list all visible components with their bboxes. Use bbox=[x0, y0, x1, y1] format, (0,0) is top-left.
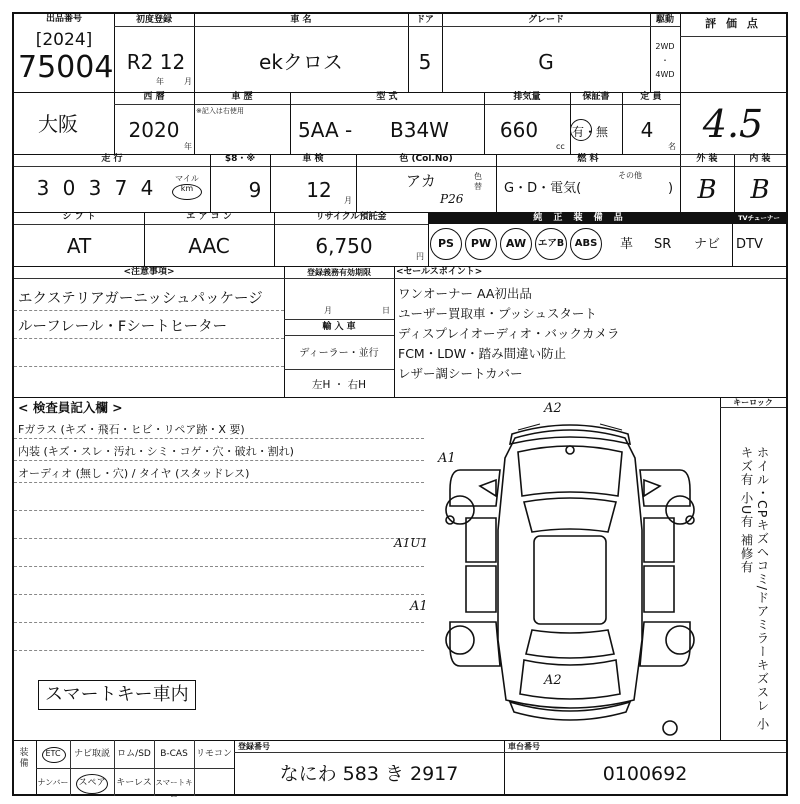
auction-sheet bbox=[12, 12, 788, 801]
model-code: B34W bbox=[390, 118, 449, 142]
displacement: 660 bbox=[499, 118, 539, 142]
fuel-label: 燃 料 bbox=[577, 154, 599, 164]
handwritten-note: スマートキー車内 bbox=[38, 680, 196, 710]
fuel: G・D・電気( bbox=[504, 181, 582, 196]
interior-grade: B bbox=[750, 175, 770, 205]
auction-year: [2024] bbox=[35, 30, 93, 50]
warranty: 有・無 bbox=[572, 125, 609, 139]
seats-unit: 名 bbox=[668, 142, 676, 151]
import-type: ディーラー・並行 bbox=[299, 348, 379, 359]
seireki-label: 西 暦 bbox=[143, 92, 165, 102]
footer-equip-label: 装備 bbox=[19, 748, 29, 769]
shaken-unit: 月 bbox=[344, 196, 352, 205]
sales-line: FCM・LDW・踏み間違い防止 bbox=[398, 346, 567, 361]
equip-abs: ABS bbox=[570, 228, 602, 260]
reg-month: 月 bbox=[324, 306, 332, 315]
color-change: 色替 bbox=[474, 172, 482, 191]
exterior-label: 外 装 bbox=[696, 154, 718, 164]
tv-tuner: DTV bbox=[736, 237, 763, 252]
opt-smartkey: スマートキー bbox=[155, 778, 193, 801]
lot-label: 出品番号 bbox=[45, 14, 82, 24]
reki-label: 車 歴 bbox=[231, 92, 253, 102]
damage-mark-front: A2 bbox=[544, 401, 562, 416]
drive-label: 駆動 bbox=[655, 15, 674, 25]
km-circle bbox=[172, 184, 202, 200]
opt-plate: ナンバー bbox=[37, 778, 69, 787]
opt-etc-circle bbox=[42, 747, 66, 763]
mileage-digit: 4 bbox=[140, 176, 154, 200]
seats: 4 bbox=[640, 118, 654, 142]
opt-navi-manual: ナビ取説 bbox=[73, 749, 110, 759]
inspection-line: Fガラス (キズ・飛石・ヒビ・リペア跡・X 要) bbox=[18, 423, 245, 436]
dollar-label: $8・※ bbox=[224, 154, 256, 164]
mileage-unit: マイル km bbox=[175, 174, 199, 193]
damage-mark-fender: A1 bbox=[438, 451, 456, 466]
seireki-nen: 年 bbox=[184, 142, 192, 151]
warranty-circle bbox=[570, 119, 592, 141]
sales-label: <セールスポイント> bbox=[396, 267, 483, 277]
aircon-label: エ ア コ ン bbox=[186, 212, 232, 222]
side-damage-note: ホイル・CPキズヘコミ/ドアミラーキズスレ 小キズ有 小U有 補修有 bbox=[739, 446, 770, 731]
door-label: ドア bbox=[416, 15, 434, 25]
plate-label: 登録番号 bbox=[238, 742, 270, 751]
exterior-grade: B bbox=[697, 175, 717, 205]
sales-line: ユーザー買取車・プッシュスタート bbox=[398, 306, 597, 321]
keylock-label: キーロック bbox=[733, 398, 773, 407]
first-registration: R2 12 bbox=[126, 50, 186, 74]
sales-line: レザー調シートカバー bbox=[398, 366, 523, 381]
inspection-title: < 検査員記入欄 > bbox=[18, 400, 123, 415]
shaken-label: 車 検 bbox=[302, 154, 324, 164]
opt-spare-circle bbox=[76, 774, 108, 794]
recycle-deposit: 6,750 bbox=[315, 234, 373, 258]
fuel-close: ) bbox=[668, 181, 674, 196]
shaken-year: 9 bbox=[248, 178, 262, 202]
import-label: 輸 入 車 bbox=[322, 322, 356, 332]
color: アカ bbox=[406, 172, 436, 190]
shaken-month: 12 bbox=[306, 178, 332, 202]
chassis-number: 0100692 bbox=[602, 763, 688, 785]
mileage-digit: 3 bbox=[36, 176, 50, 200]
reki-note: ※記入は右使用 bbox=[196, 107, 244, 115]
grade-label: グレード bbox=[527, 15, 564, 25]
shift-label: シ フ ト bbox=[62, 212, 96, 222]
sales-line: ワンオーナー AA初出品 bbox=[398, 286, 532, 301]
model-prefix: 5AA - bbox=[298, 118, 353, 142]
mileage-digit: 0 bbox=[62, 176, 76, 200]
color-label: 色 (Col.No) bbox=[399, 154, 453, 164]
grade: G bbox=[538, 50, 554, 74]
aircon: AAC bbox=[188, 234, 230, 258]
equip-airbag: エアB bbox=[535, 228, 567, 260]
region: 大阪 bbox=[38, 112, 78, 136]
inspection-line: オーディオ (無し・穴) / タイヤ (スタッドレス) bbox=[18, 467, 250, 480]
drive-dot: ・ bbox=[661, 56, 669, 65]
opt-rom: ロム/SD bbox=[117, 749, 151, 759]
caution-label: <注意事項> bbox=[123, 267, 175, 277]
car-name-label: 車 名 bbox=[290, 15, 312, 25]
inspection-line: 内装 (キズ・スレ・汚れ・シミ・コゲ・穴・破れ・割れ) bbox=[18, 445, 294, 458]
score: 4.5 bbox=[702, 102, 764, 146]
caution-line: エクステリアガーニッシュパッケージ bbox=[18, 291, 263, 307]
model-year: 2020 bbox=[128, 118, 180, 142]
damage-mark-door: A1U1 bbox=[394, 536, 429, 550]
damage-mark-rear-door: A1 bbox=[410, 599, 428, 614]
opt-spare: スペア bbox=[78, 778, 106, 788]
caution-line: ルーフレール・Fシートヒーター bbox=[18, 319, 228, 335]
reg-deadline-label: 登録義務有効期限 bbox=[307, 268, 371, 277]
tv-label: TVチューナー bbox=[732, 212, 786, 224]
doors: 5 bbox=[418, 50, 432, 74]
mileage-digit: 3 bbox=[88, 176, 102, 200]
plate-number: なにわ 583 き 2917 bbox=[279, 763, 459, 785]
opt-keyless: キーレス bbox=[116, 778, 152, 788]
seats-label: 定 員 bbox=[640, 92, 662, 102]
mileage-digit: 7 bbox=[114, 176, 128, 200]
equip-aw: AW bbox=[500, 228, 532, 260]
fuel-other: その他 bbox=[618, 171, 642, 180]
recycle-label: リサイクル預託金 bbox=[315, 212, 387, 222]
equip-label: 純 正 装 備 品 bbox=[428, 212, 732, 224]
shift: AT bbox=[66, 234, 92, 258]
damage-mark-rear: A2 bbox=[544, 673, 562, 688]
drive-2wd: 2WD bbox=[655, 42, 675, 51]
cc-unit: cc bbox=[556, 142, 565, 151]
warranty-label: 保証書 bbox=[582, 92, 610, 102]
lot-number: 75004 bbox=[18, 50, 114, 85]
opt-bcas: B-CAS bbox=[160, 749, 188, 759]
car-diagram bbox=[420, 410, 720, 736]
opt-remote: リモコン bbox=[195, 749, 232, 759]
drive-4wd: 4WD bbox=[655, 70, 675, 79]
equip-sunroof: SR bbox=[654, 237, 672, 252]
nen-unit: 年 bbox=[156, 77, 164, 86]
equip-pw: PW bbox=[465, 228, 497, 260]
interior-label: 内 装 bbox=[749, 154, 771, 164]
sales-line: ディスプレイオーディオ・バックカメラ bbox=[398, 326, 620, 341]
color-code: P26 bbox=[440, 192, 464, 206]
score-label: 評 価 点 bbox=[705, 17, 761, 30]
cc-label: 排気量 bbox=[513, 92, 541, 102]
equip-leather: 革 bbox=[620, 237, 634, 252]
tsuki-unit: 月 bbox=[184, 77, 192, 86]
chassis-label: 車台番号 bbox=[508, 742, 540, 751]
reg-day: 日 bbox=[382, 306, 390, 315]
recycle-unit: 円 bbox=[416, 252, 424, 261]
car-name: ekクロス bbox=[259, 50, 343, 74]
equip-navi: ナビ bbox=[694, 237, 721, 252]
steering-side: 左H ・ 右H bbox=[312, 379, 366, 391]
equip-ps: PS bbox=[430, 228, 462, 260]
first-reg-label: 初度登録 bbox=[135, 15, 172, 25]
opt-etc: ETC bbox=[45, 749, 61, 758]
model-label: 型 式 bbox=[376, 92, 398, 102]
mileage-label: 走 行 bbox=[101, 154, 123, 164]
